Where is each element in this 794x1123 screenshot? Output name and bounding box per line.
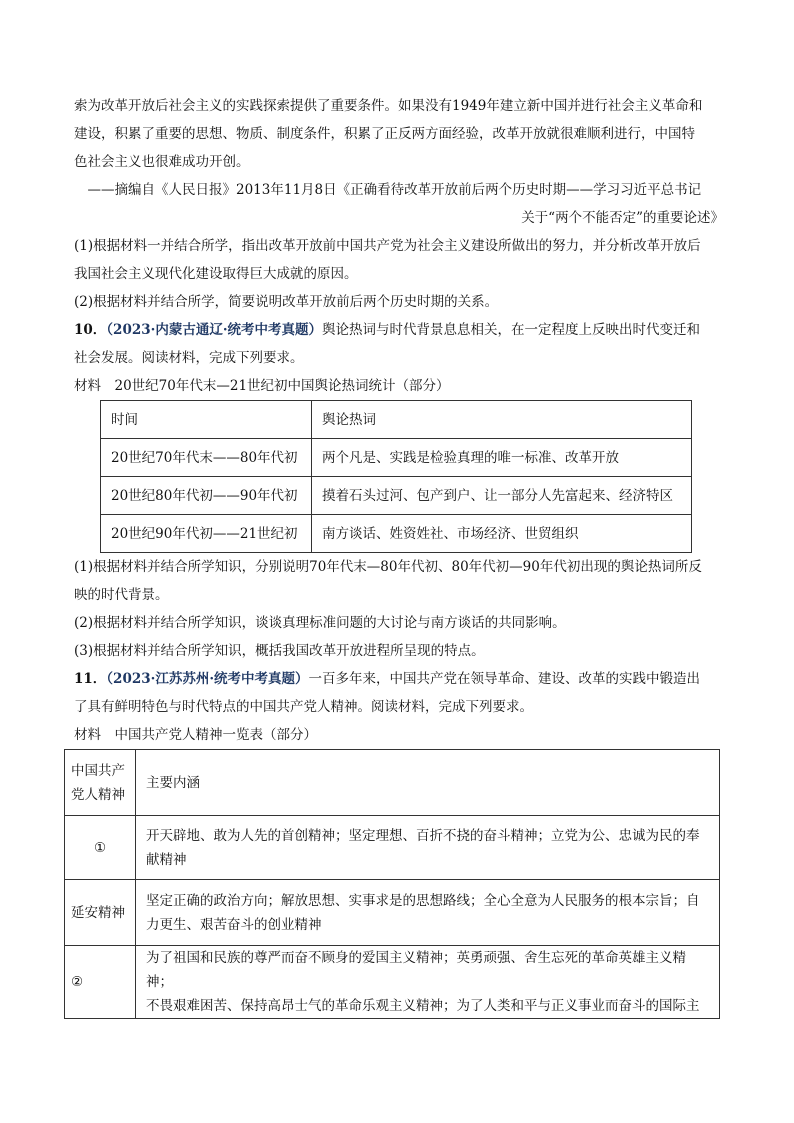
table-cell: 20世纪70年代末——80年代初 [101,439,312,477]
passage-line: 建设，积累了重要的思想、物质、制度条件，积累了正反两方面经验，改革开放就很难顺利进行，中国特 [74,126,695,142]
table-cell: 南方谈话、姓资姓社、市场经济、世贸组织 [312,515,692,553]
table-row [65,816,720,880]
q10-subquestion-3: (3)根据材料并结合所学知识，概括我国改革开放进程所呈现的特点。 [74,643,485,659]
q11-stem [74,665,724,693]
q10-stem [74,316,724,344]
table-cell [136,946,720,1019]
header-line: 党人精神 [71,786,125,803]
q10-subquestion-2: (2)根据材料并结合所学知识，谈谈真理标准问题的大讨论与南方谈话的共同影响。 [74,615,566,631]
material-title: 材料 中国共产党人精神一览表（部分） [74,727,317,743]
table-header: 主要内涵 [136,750,720,816]
cell-line: 坚定正确的政治方向；解放思想、实事求是的思想路线；全心全意为人民服务的根本宗旨；自 [146,892,700,909]
q9-subquestion-2: (2)根据材料并结合所学，简要说明改革开放前后两个历史时期的关系。 [74,294,499,310]
question-number: 11． [74,671,107,687]
passage-source: 关于“两个不能否定”的重要论述》 [521,210,724,226]
table-header: 时间 [101,401,312,439]
table-cell: 20世纪90年代初——21世纪初 [101,515,312,553]
material-title: 材料 20世纪70年代末—21世纪初中国舆论热词统计（部分） [74,378,450,394]
table-cell: 两个凡是、实践是检验真理的唯一标准、改革开放 [312,439,692,477]
table-row [65,946,720,1019]
passage-line: 索为改革开放后社会主义的实践探索提供了重要条件。如果没有1949年建立新中国并进行社会主义革命和 [74,98,703,114]
q10-stem: 社会发展。阅读材料，完成下列要求。 [74,350,304,366]
cell-line: 为了祖国和民族的尊严而奋不顾身的爱国主义精神；英勇顽强、舍生忘死的革命英雄主义精神； [146,950,686,990]
question-text: 舆论热词与时代背景息息相关，在一定程度上反映出时代变迁和 [322,322,701,338]
question-text: 一百多年来，中国共产党在领导革命、建设、改革的实践中锻造出 [308,671,701,687]
table-cell: 摸着石头过河、包产到户、让一部分人先富起来、经济特区 [312,477,692,515]
cell-line: 不畏艰难困苦、保持高昂士气的革命乐观主义精神；为了人类和平与正义事业而奋斗的国际主 [146,998,700,1014]
table-row [101,477,692,515]
table-row [65,880,720,946]
question-source: （2023·江苏苏州·统考中考真题） [106,671,309,687]
table-cell [136,880,720,946]
table-cell: ② [65,946,136,1019]
spirit-table [64,749,720,1019]
table-header: 舆论热词 [312,401,692,439]
q10-subquestion-1: 映的时代背景。 [74,587,169,603]
table-header [65,750,136,816]
table-row [101,515,692,553]
passage-source: ——摘编自《人民日报》2013年11月8日《正确看待改革开放前后两个历史时期——学习习近平总书记 [87,182,702,198]
q9-subquestion-1: 我国社会主义现代化建设取得巨大成就的原因。 [74,266,358,282]
q11-stem: 了具有鲜明特色与时代特点的中国共产党人精神。阅读材料，完成下列要求。 [74,699,533,715]
table-header-row [101,401,692,439]
table-cell: 20世纪80年代初——90年代初 [101,477,312,515]
cell-line: 开天辟地、敢为人先的首创精神；坚定理想、百折不挠的奋斗精神；立党为公、忠诚为民的奉 [146,827,700,844]
table-cell: 延安精神 [65,880,136,946]
document-page [71,92,724,1019]
cell-line: 献精神 [146,851,187,868]
question-number: 10． [74,322,107,338]
table-cell [136,816,720,880]
question-source: （2023·内蒙古通辽·统考中考真题） [106,322,323,338]
passage-line: 色社会主义也很难成功开创。 [74,154,250,170]
hotwords-table [100,400,692,553]
header-line: 中国共产 [71,762,125,779]
cell-line: 力更生、艰苦奋斗的创业精神 [146,916,322,933]
q9-subquestion-1: (1)根据材料一并结合所学，指出改革开放前中国共产党为社会主义建设所做出的努力，并分析改革开放后 [74,238,701,254]
table-cell: ① [65,816,136,880]
table-header-row [65,750,720,816]
q10-subquestion-1: (1)根据材料并结合所学知识，分别说明70年代末—80年代初、80年代初—90年代初出现的舆论热词所反 [74,559,702,575]
table-row [101,439,692,477]
